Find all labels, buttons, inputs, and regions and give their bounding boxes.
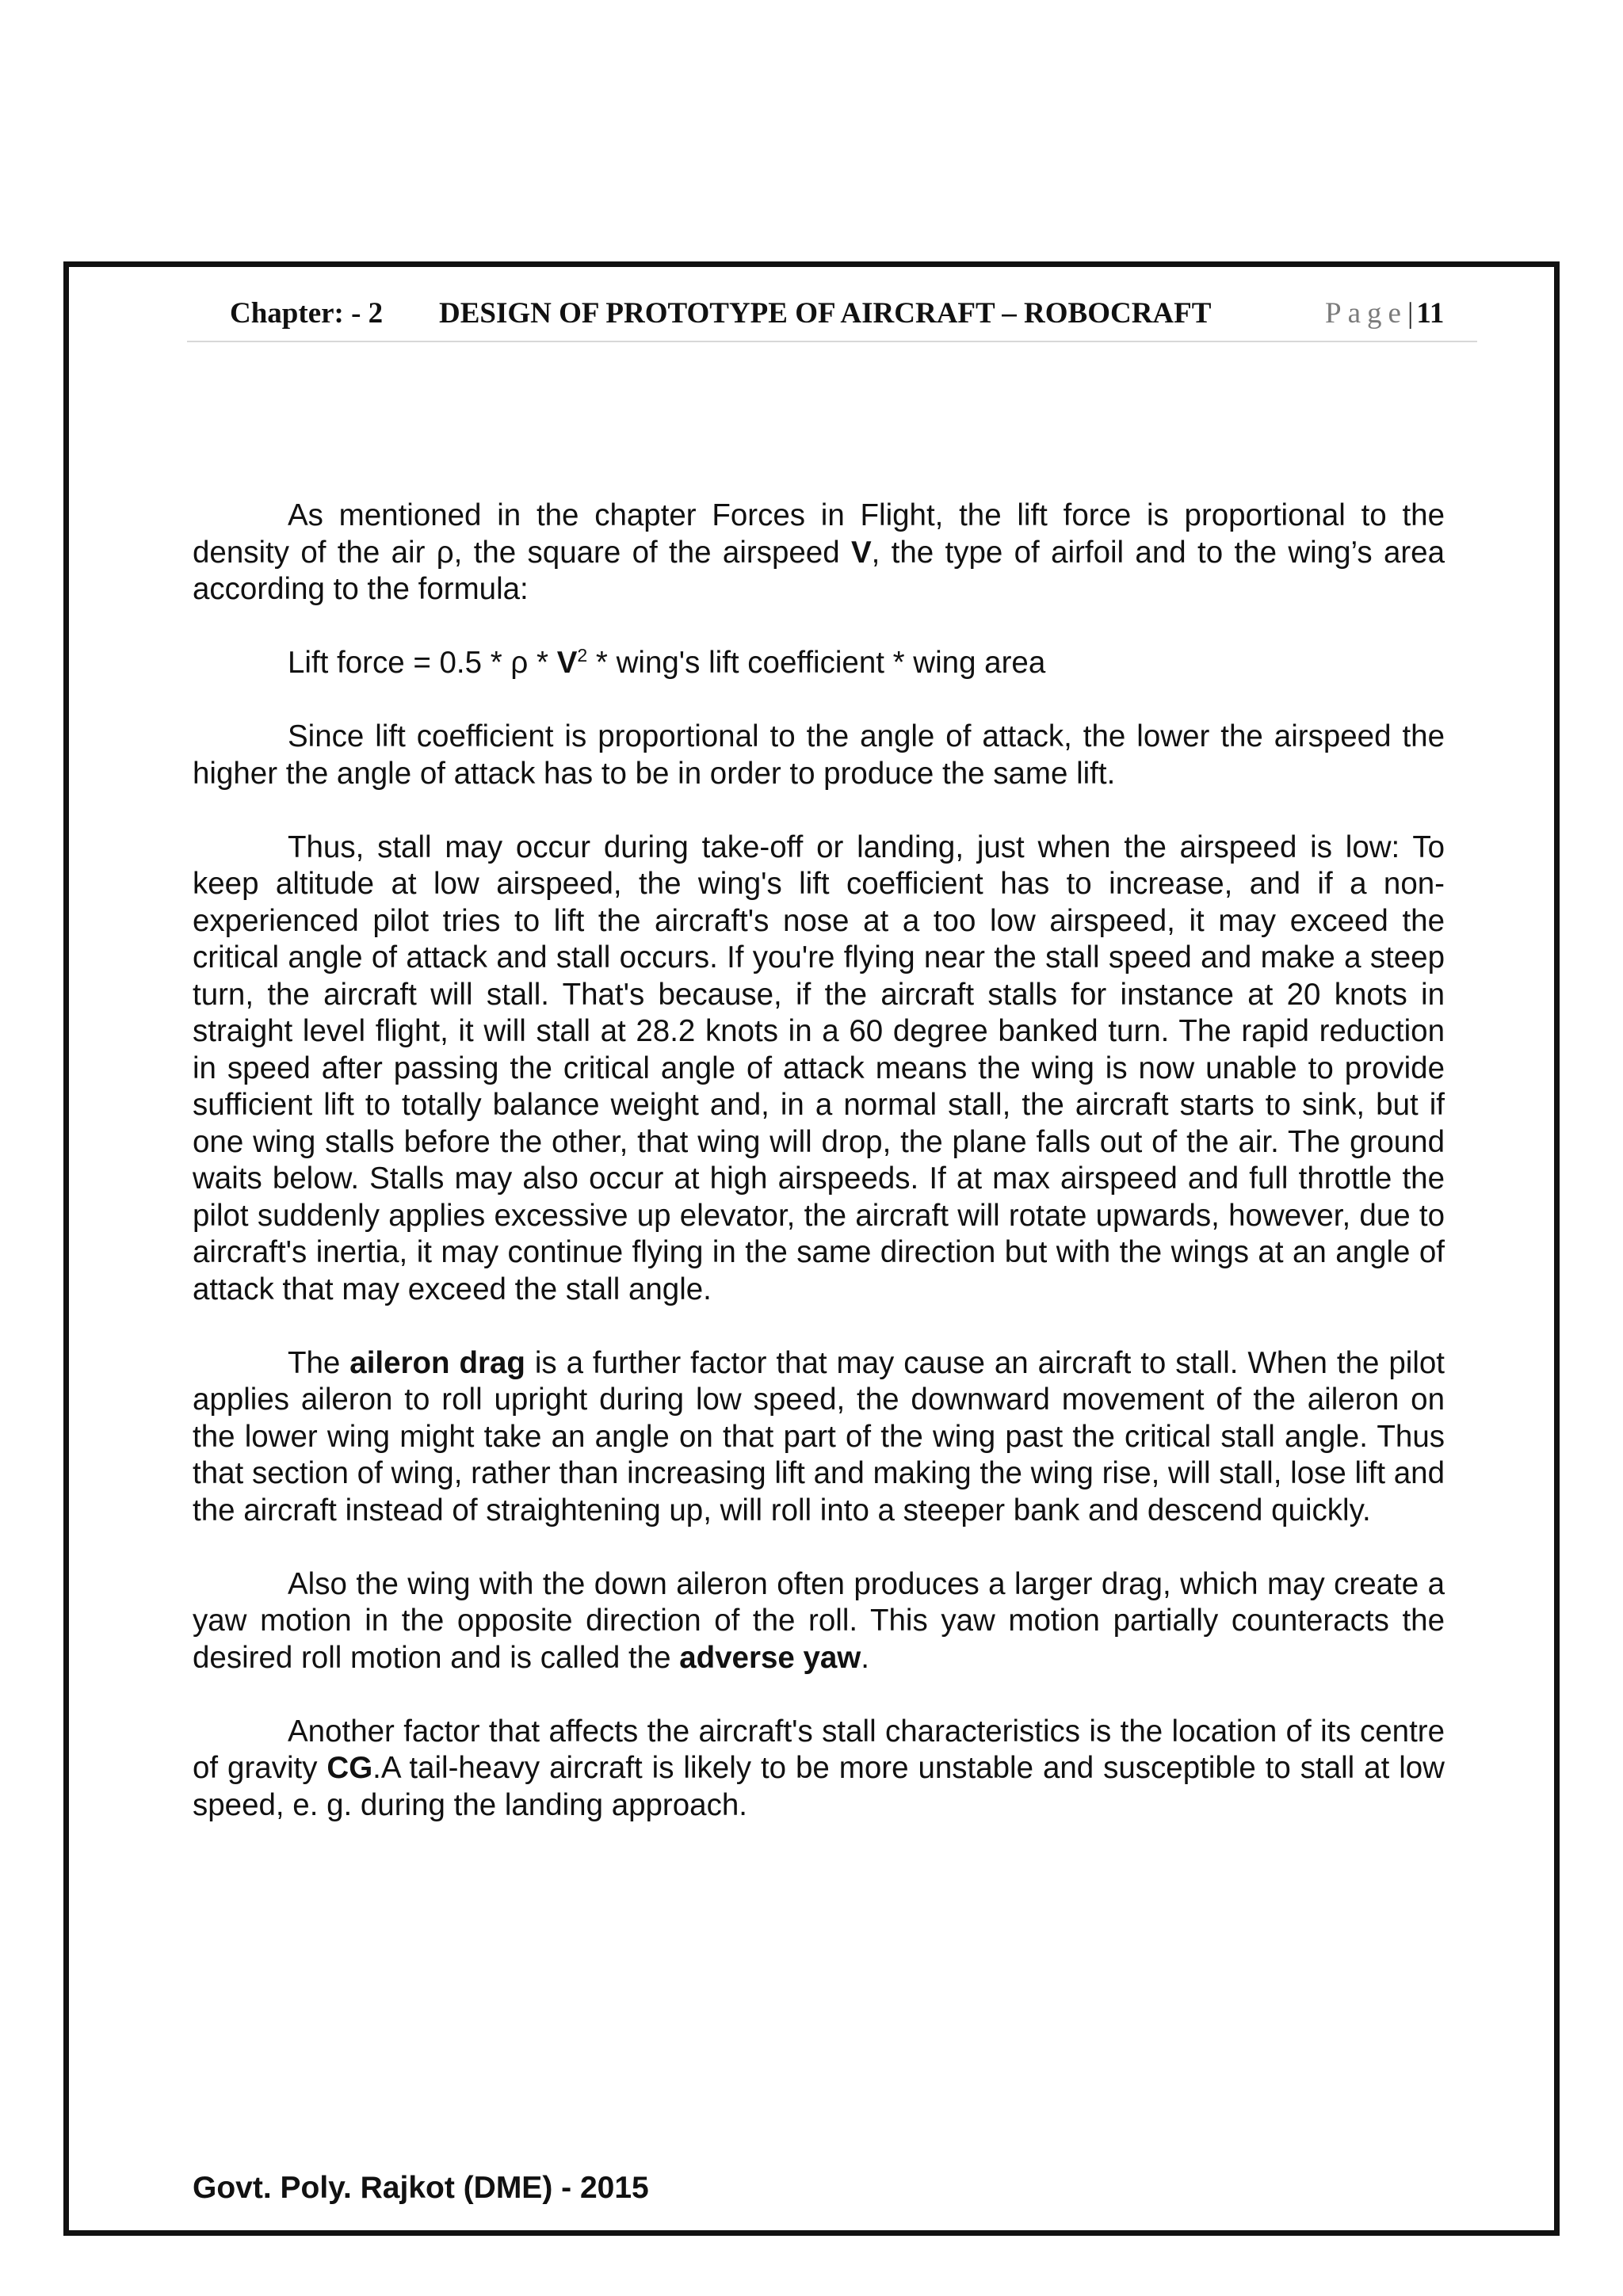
- page-footer: Govt. Poly. Rajkot (DME) - 2015: [193, 2171, 649, 2205]
- page-separator: |: [1407, 297, 1414, 330]
- bold-term: aileron drag: [349, 1345, 525, 1380]
- bold-term: CG: [327, 1751, 373, 1785]
- paragraph-lift-force: [193, 498, 1445, 608]
- chapter-label: Chapter: - 2: [230, 297, 384, 330]
- text-segment: is a further factor that may cause an aircraft to stall. When the pilot applies aileron to roll upright during low speed, the downward movement of the aileron on the lower wing might take an angle on that part of the wing past the critical stall angle. Thus that section of wing, rather than increasing lift and making the wing rise, will stall, lose lift and the aircraft instead of straightening up, will roll into a steeper bank and descend quickly.: [193, 1345, 1445, 1527]
- paragraph-adverse-yaw: [193, 1566, 1445, 1677]
- paragraph-stall: Thus, stall may occur during take-off or landing, just when the airspeed is low: To keep altitude at low airspeed, the wing's lift coefficient has to increase, and if a non-experienced pilot tries to lift the aircraft's nose at a too low airspeed, it may exceed the critical angle of attack and stall occurs. If you're flying near the stall speed and make a steep turn, the aircraft will stall. That's because, if the aircraft stalls for instance at 20 knots in straight level flight, it will stall at 28.2 knots in a 60 degree banked turn. The rapid reduction in speed after passing the critical angle of attack means the wing is now unable to provide sufficient lift to totally balance weight and, in a normal stall, the aircraft starts to sink, but if one wing stalls before the other, that wing will drop, the plane falls out of the air. The ground waits below. Stalls may also occur at high airspeeds. If at max airspeed and full throttle the pilot suddenly applies excessive up elevator, the aircraft will rotate upwards, however, due to aircraft's inertia, it may continue flying in the same direction but with the wings at an angle of attack that may exceed the stall angle.: [193, 830, 1445, 1306]
- text-segment: , the type of airfoil and to the wing’s area according to the formula:: [193, 535, 1445, 606]
- paragraph-aileron-drag: [193, 1345, 1445, 1530]
- paragraph-centre-of-gravity: [193, 1714, 1445, 1825]
- text-segment: .A tail-heavy aircraft is likely to be more unstable and susceptible to stall at low speed, e. g. during the landing approach.: [193, 1751, 1445, 1822]
- text-segment: Another factor that affects the aircraft's stall characteristics is the location of its centre of gravity: [193, 1714, 1445, 1785]
- text-segment: .: [861, 1640, 869, 1675]
- bold-term: V: [850, 535, 872, 570]
- text-segment: As mentioned in the chapter Forces in Flight, the lift force is proportional to the density of the air ρ, the square of the airspeed: [193, 498, 1445, 570]
- text-segment: Lift force = 0.5 * ρ *: [288, 646, 557, 680]
- chapter-title: DESIGN OF PROTOTYPE OF AIRCRAFT – ROBOCRAFT: [439, 297, 1212, 330]
- page-header: [187, 290, 1477, 342]
- text-segment: The: [288, 1345, 350, 1380]
- bold-term: adverse yaw: [679, 1640, 861, 1675]
- text-segment: * wing's lift coefficient * wing area: [587, 646, 1046, 680]
- page-number: 11: [1416, 297, 1445, 330]
- page-indicator: [1325, 290, 1444, 338]
- body-text: [193, 498, 1445, 1861]
- paragraph-lift-coefficient: Since lift coefficient is proportional to the angle of attack, the lower the airspeed the higher the angle of attack has to be in order to produce the same lift.: [193, 719, 1445, 791]
- bold-term: V: [556, 646, 578, 680]
- lift-formula: [193, 645, 1445, 682]
- text-segment: Also the wing with the down aileron often produces a larger drag, which may create a yaw motion in the opposite direction of the roll. This yaw motion partially counteracts the desired roll motion and is called the: [193, 1566, 1445, 1675]
- superscript: 2: [577, 645, 588, 666]
- page-label: Page: [1325, 297, 1407, 330]
